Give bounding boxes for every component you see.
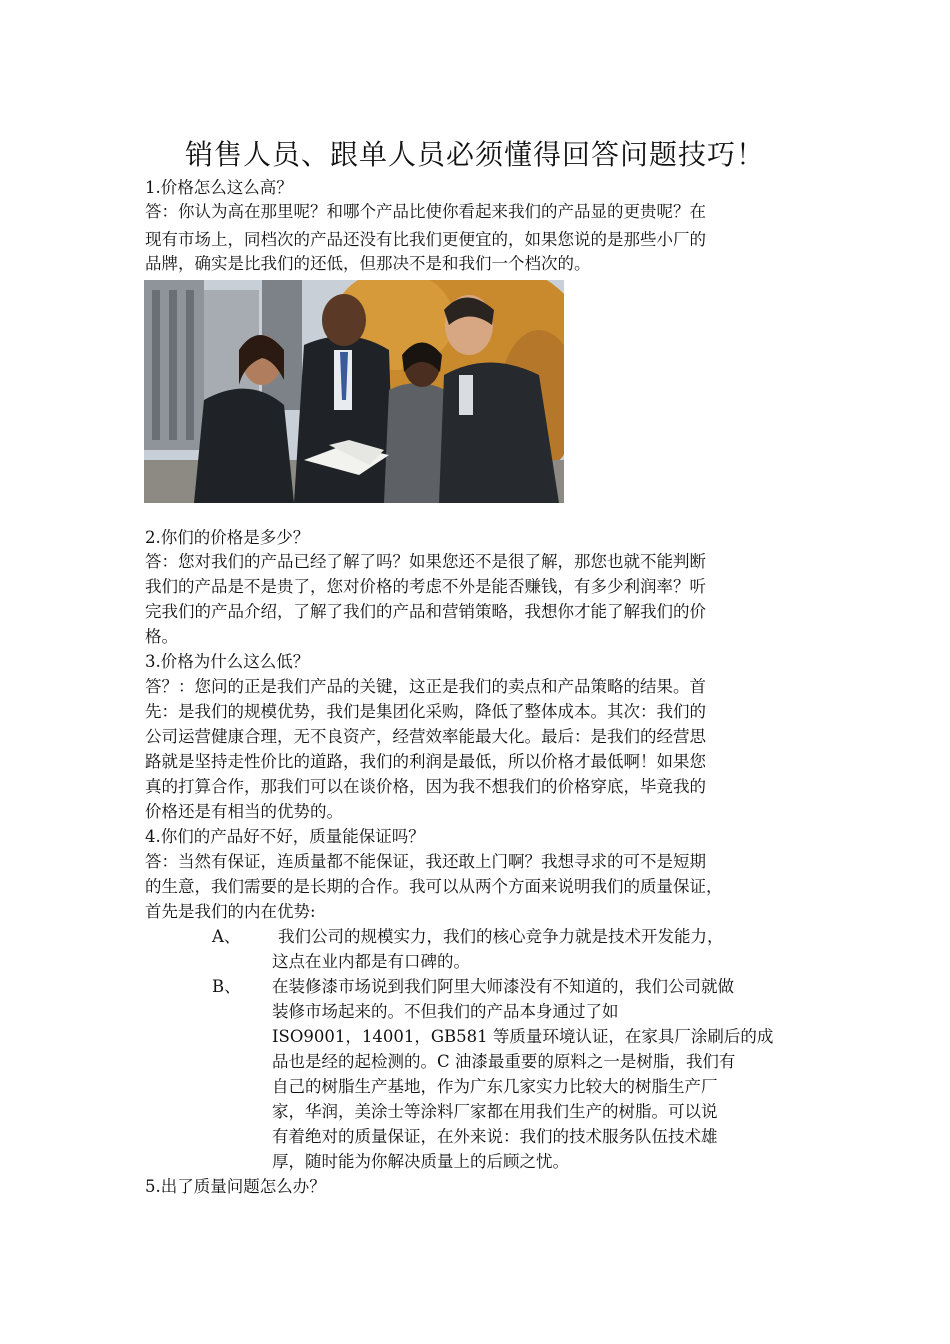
question-5: 5.出了质量问题怎么办？: [145, 1177, 326, 1196]
business-people-photo: [144, 280, 564, 503]
answer-line: 品牌，确实是比我们的还低，但那决不是和我们一个档次的。: [145, 254, 591, 273]
answer-line: 公司运营健康合理，无不良资产，经营效率能最大化。最后：是我们的经营思: [145, 727, 706, 746]
list-item-line: 这点在业内都是有口碑的。: [272, 952, 470, 971]
question-2: 2.你们的价格是多少？: [145, 528, 310, 547]
answer-line: 答？：您问的正是我们产品的关键，这正是我们的卖点和产品策略的结果。首: [145, 677, 706, 696]
answer-line: 首先是我们的内在优势:: [145, 902, 316, 921]
question-1: 1.价格怎么这么高？: [145, 178, 293, 197]
answer-line: 的生意，我们需要的是长期的合作。我可以从两个方面来说明我们的质量保证，: [145, 877, 723, 896]
question-3: 3.价格为什么这么低？: [145, 652, 310, 671]
answer-line: 路就是坚持走性价比的道路，我们的利润是最低，所以价格才最低啊！如果您: [145, 752, 706, 771]
document-title: 销售人员、跟单人员必须懂得回答问题技巧！: [184, 138, 765, 171]
question-4: 4.你们的产品好不好，质量能保证吗？: [145, 827, 425, 846]
list-item-line: 厚，随时能为你解决质量上的后顾之忧。: [272, 1152, 569, 1171]
list-label-b: B、: [212, 977, 241, 996]
answer-line: 现有市场上，同档次的产品还没有比我们更便宜的，如果您说的是那些小厂的: [145, 230, 706, 249]
list-label-a: A、: [212, 927, 241, 946]
answer-line: 先：是我们的规模优势，我们是集团化采购，降低了整体成本。其次：我们的: [145, 702, 706, 721]
list-item-line: 在装修漆市场说到我们阿里大师漆没有不知道的，我们公司就做: [272, 977, 734, 996]
list-item-line: 装修市场起来的。不但我们的产品本身通过了如: [272, 1002, 619, 1021]
list-item-line: ISO9001，14001，GB581 等质量环境认证，在家具厂涂刷后的成: [272, 1027, 774, 1046]
answer-line: 我们的产品是不是贵了，您对价格的考虑不外是能否赚钱，有多少利润率？听: [145, 577, 706, 596]
answer-line: 答：你认为高在那里呢？和哪个产品比使你看起来我们的产品显的更贵呢？在: [145, 202, 706, 221]
answer-line: 答：您对我们的产品已经了解了吗？如果您还不是很了解，那您也就不能判断: [145, 552, 706, 571]
list-item-line: 有着绝对的质量保证，在外来说：我们的技术服务队伍技术雄: [272, 1127, 718, 1146]
list-item-line: 我们公司的规模实力，我们的核心竞争力就是技术开发能力，: [278, 927, 724, 946]
photo-illustration: [144, 280, 564, 503]
list-item-line: 品也是经的起检测的。C 油漆最重要的原料之一是树脂，我们有: [272, 1052, 736, 1071]
answer-line: 答：当然有保证，连质量都不能保证，我还敢上门啊？我想寻求的可不是短期: [145, 852, 706, 871]
answer-line: 真的打算合作，那我们可以在谈价格，因为我不想我们的价格穿底，毕竟我的: [145, 777, 706, 796]
list-item-line: 家，华润，美涂士等涂料厂家都在用我们生产的树脂。可以说: [272, 1102, 718, 1121]
answer-line: 格。: [145, 627, 178, 646]
answer-line: 价格还是有相当的优势的。: [145, 802, 343, 821]
list-item-line: 自己的树脂生产基地，作为广东几家实力比较大的树脂生产厂: [272, 1077, 718, 1096]
answer-line: 完我们的产品介绍，了解了我们的产品和营销策略，我想你才能了解我们的价: [145, 602, 706, 621]
